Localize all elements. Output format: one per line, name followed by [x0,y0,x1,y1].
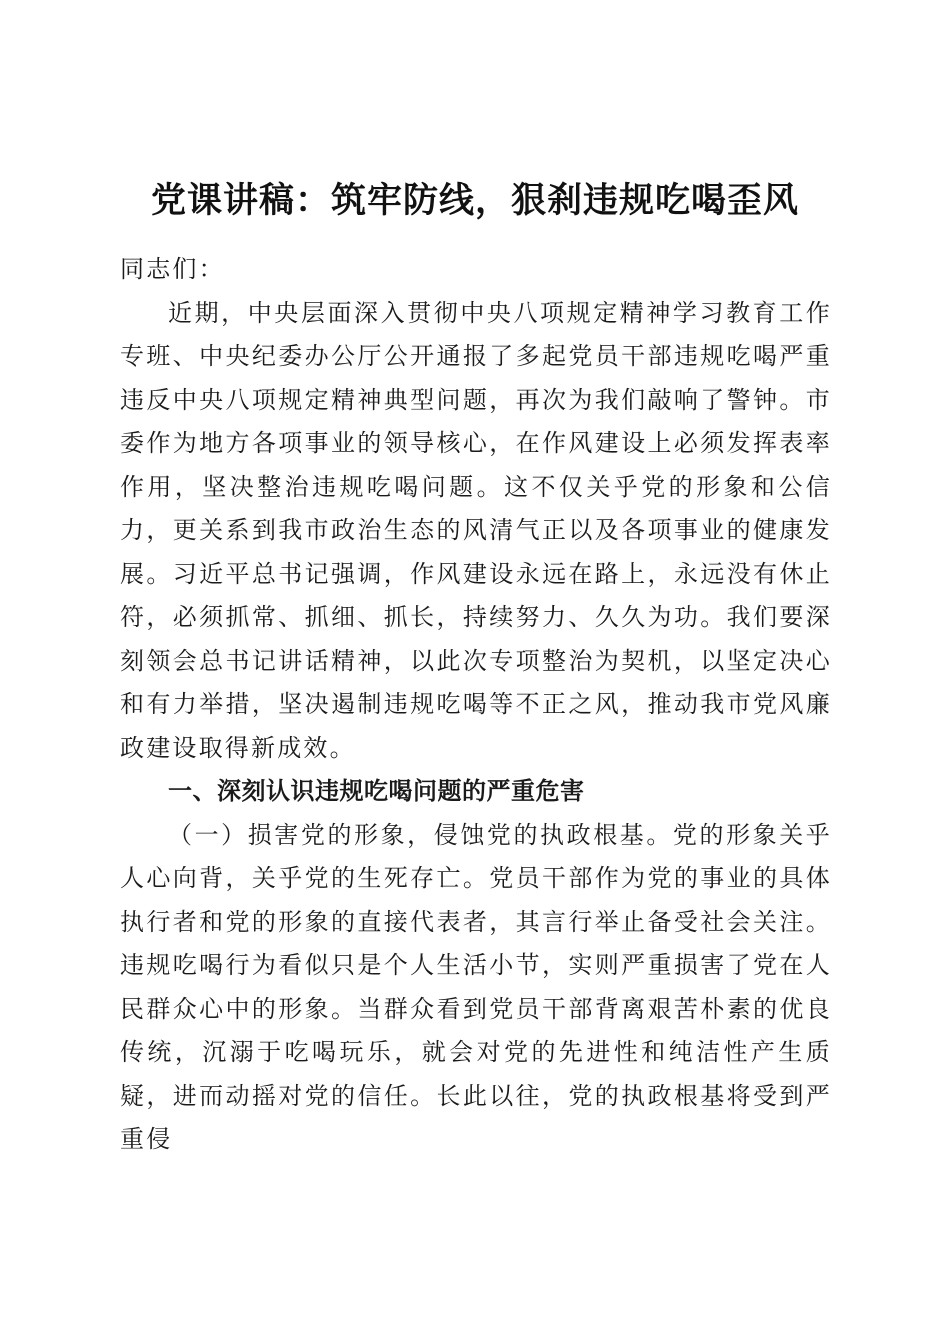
subsection-paragraph-1 [120,814,832,1162]
document-body [120,248,832,1162]
salutation: 同志们： [120,255,225,283]
section-heading-1: 一、深刻认识违规吃喝问题的严重危害 [168,777,585,805]
subsection-text-1: 党的形象关乎人心向背，关乎党的生死存亡。党员干部作为党的事业的具体执行者和党的形象的直接代表者，其言行举止备受社会关注。违规吃喝行为看似只是个人生活小节，实则严重损害了党在人民群众心中的形象。当群众看到党员干部背离艰苦朴素的优良传统，沉溺于吃喝玩乐，就会对党的先进性和纯洁性产生质疑，进而动摇对党的信任。长此以往，党的执政根基将受到严重侵 [120,820,832,1153]
intro-paragraph: 近期，中央层面深入贯彻中央八项规定精神学习教育工作专班、中央纪委办公厅公开通报了多起党员干部违规吃喝严重违反中央八项规定精神典型问题，再次为我们敲响了警钟。市委作为地方各项事业的领导核心，在作风建设上必须发挥表率作用，坚决整治违规吃喝问题。这不仅关乎党的形象和公信力，更关系到我市政治生态的风清气正以及各项事业的健康发展。习近平总书记强调，作风建设永远在路上，永远没有休止符，必须抓常、抓细、抓长，持续努力、久久为功。我们要深刻领会总书记讲话精神，以此次专项整治为契机，以坚定决心和有力举措，坚决遏制违规吃喝等不正之风，推动我市党风廉政建设取得新成效。 [120,298,832,762]
document-title: 党课讲稿：筑牢防线，狠刹违规吃喝歪风 [150,180,799,221]
subsection-heading-1: （一）损害党的形象，侵蚀党的执政根基。 [168,820,673,849]
